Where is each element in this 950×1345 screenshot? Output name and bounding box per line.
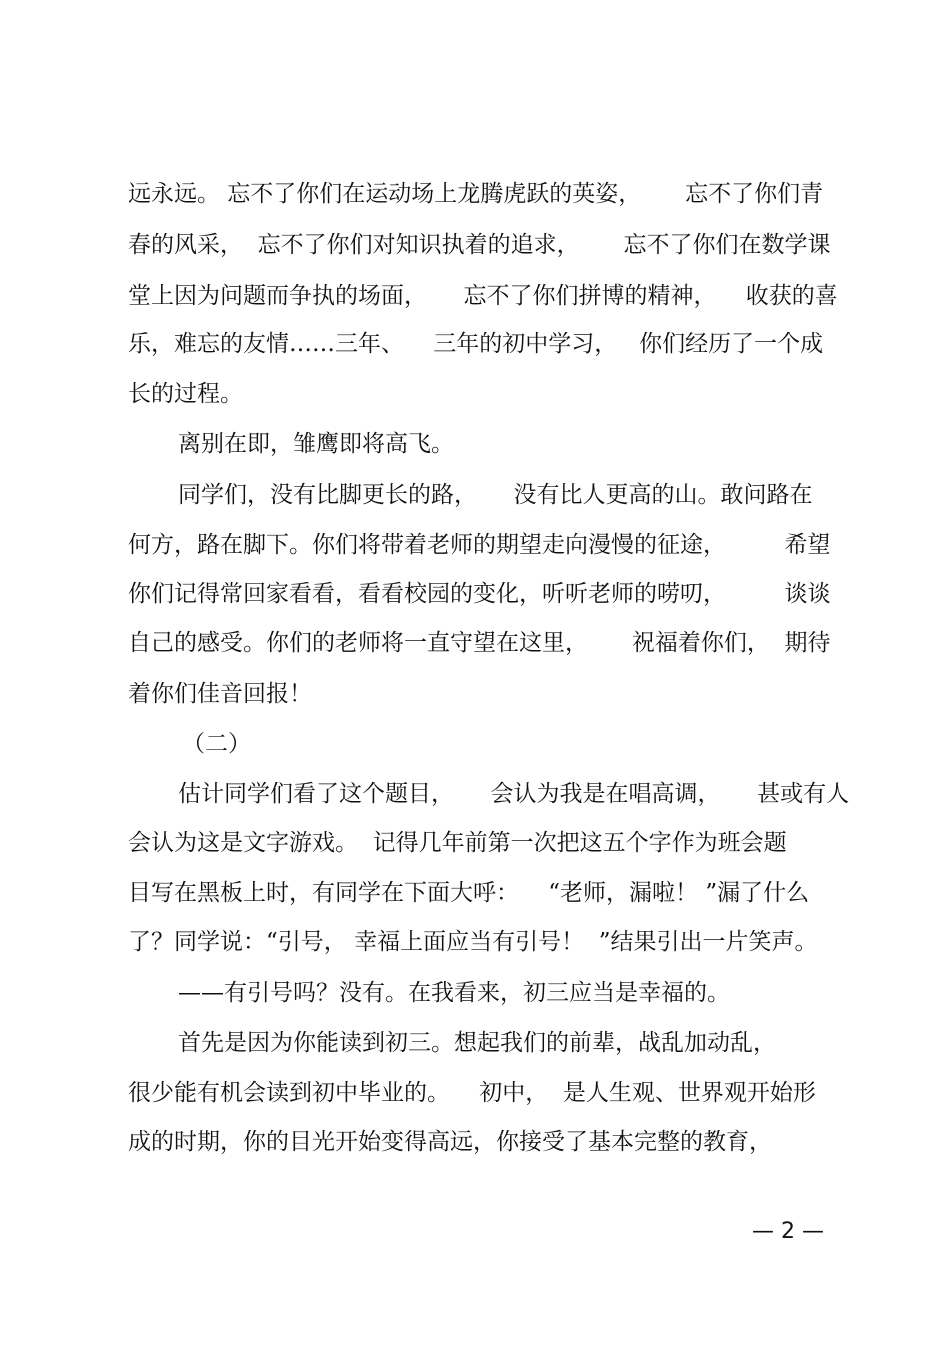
- text-line: 春的风采， 忘不了你们对知识执着的追求， 忘不了你们在数学课: [128, 232, 831, 258]
- text-line: 很少能有机会读到初中毕业的。 初中， 是人生观、世界观开始形: [128, 1080, 816, 1106]
- text-line: 何方，路在脚下。你们将带着老师的期望走向漫慢的征途， 希望: [128, 532, 831, 558]
- text-line: 你们记得常回家看看，看看校园的变化，听听老师的唠叨， 谈谈: [128, 581, 831, 607]
- page-number: — 2 —: [752, 1219, 824, 1244]
- text-line: 估计同学们看了这个题目， 会认为我是在唱高调， 甚或有人: [178, 781, 850, 807]
- text-line: 远永远。 忘不了你们在运动场上龙腾虎跃的英姿， 忘不了你们青: [128, 181, 824, 207]
- text-line: 成的时期，你的目光开始变得高远，你接受了基本完整的教育，: [128, 1129, 772, 1155]
- text-line: 堂上因为问题而争执的场面， 忘不了你们拼博的精神， 收获的喜: [128, 283, 838, 309]
- text-line: 同学们，没有比脚更长的路， 没有比人更高的山。敢问路在: [178, 482, 813, 508]
- text-line: 自己的感受。你们的老师将一直守望在这里， 祝福着你们， 期待: [128, 630, 831, 656]
- text-line: 会认为这是文字游戏。 记得几年前第一次把这五个字作为班会题: [128, 830, 787, 856]
- section-heading: （二）: [182, 731, 251, 757]
- text-line: 长的过程。: [128, 381, 243, 407]
- text-line: 乐，难忘的友情……三年、 三年的初中学习， 你们经历了一个成: [128, 331, 824, 357]
- text-line: 首先是因为你能读到初三。想起我们的前辈，战乱加动乱，: [178, 1030, 776, 1056]
- text-line: 着你们佳音回报！: [128, 681, 312, 707]
- text-line: 目写在黑板上时，有同学在下面大呼： “老师，漏啦！ ”漏了什么: [128, 880, 810, 906]
- text-line: ——有引号吗？没有。在我看来，初三应当是幸福的。: [178, 980, 730, 1006]
- text-line: 离别在即，雏鹰即将高飞。: [178, 431, 454, 457]
- text-line: 了？同学说：“引号， 幸福上面应当有引号！ ”结果引出一片笑声。: [128, 929, 818, 955]
